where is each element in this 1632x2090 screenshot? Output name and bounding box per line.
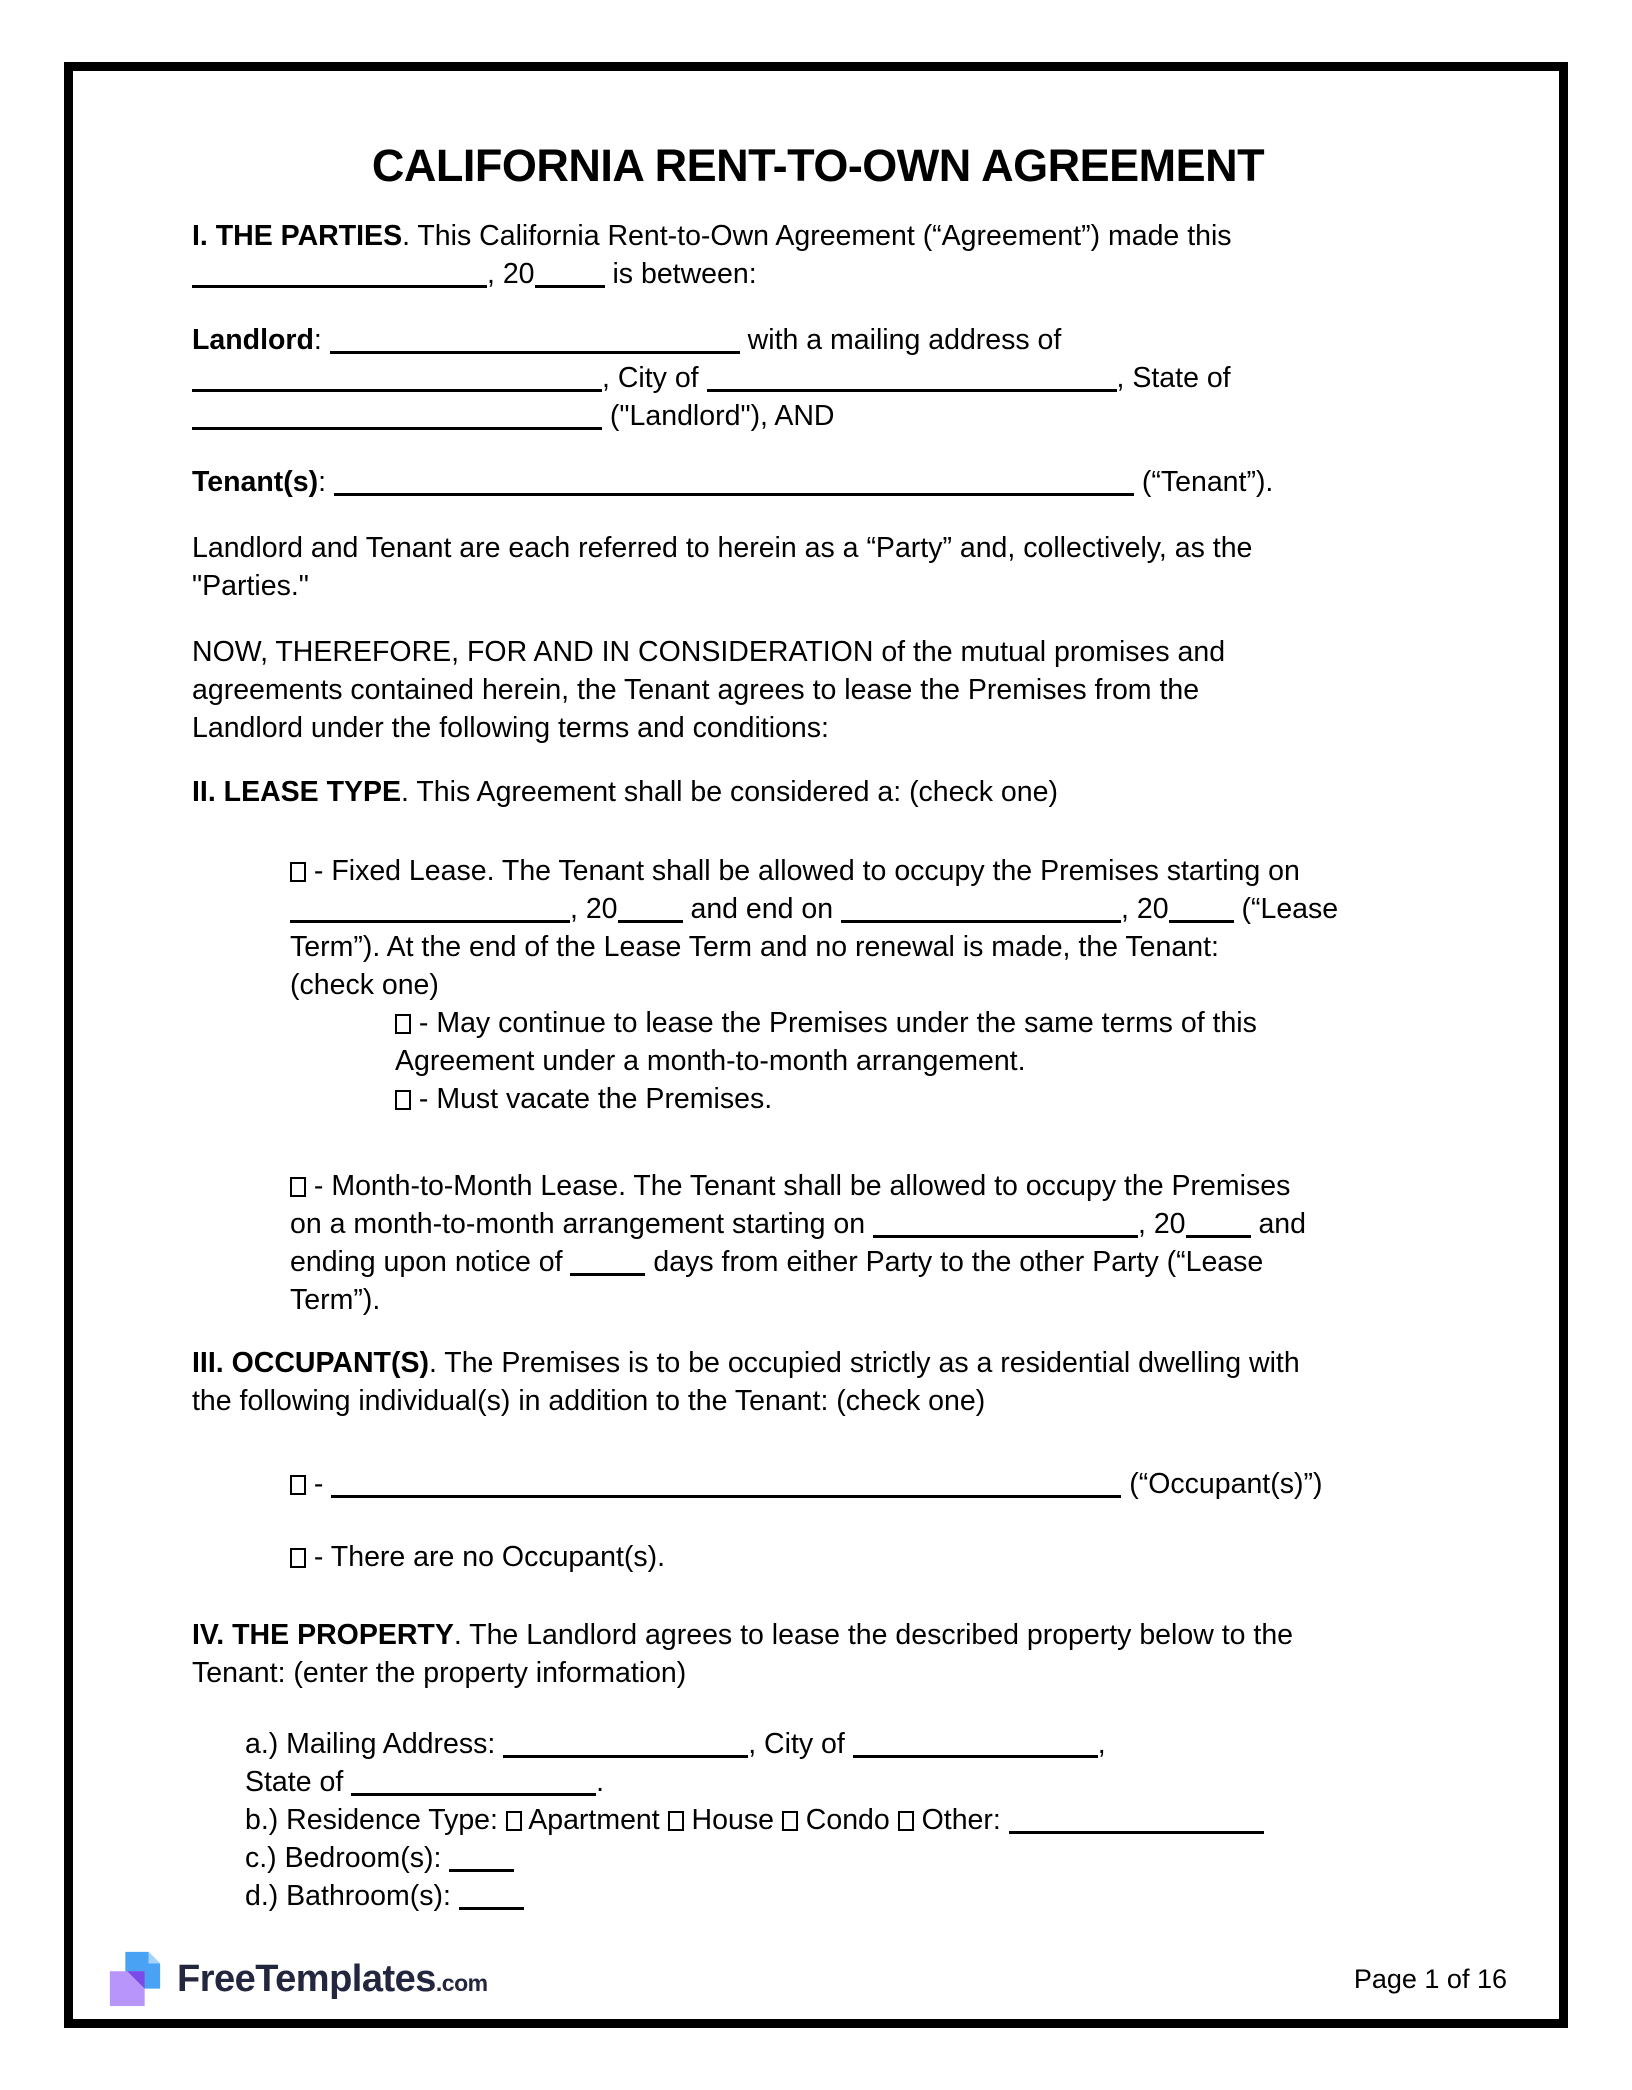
- body-text: . The Premises is to be occupied strictly as a residential dwelling with: [428, 1347, 1300, 1379]
- body-text: b.) Residence Type:: [245, 1804, 506, 1836]
- renewal-continue-option: [395, 1004, 1444, 1080]
- m2m-notice-days-blank[interactable]: [570, 1252, 645, 1276]
- section-heading-text: I. THE PARTIES: [192, 220, 403, 252]
- body-text: (“Tenant”).: [1133, 466, 1274, 498]
- body-text: Agreement under a month-to-month arrangement.: [395, 1045, 1026, 1077]
- brand-name-text: FreeTemplates: [177, 1958, 436, 2000]
- landlord-city-blank[interactable]: [707, 368, 1117, 392]
- body-text: House: [683, 1804, 782, 1836]
- residence-apartment-checkbox[interactable]: [506, 1811, 522, 1831]
- body-text: . The Landlord agrees to lease the described property below to the: [453, 1619, 1294, 1651]
- body-text: :: [313, 324, 330, 356]
- brand-wordmark: [177, 1960, 488, 1998]
- body-text: Term”). At the end of the Lease Term and no renewal is made, the Tenant:: [290, 931, 1219, 963]
- must-vacate-checkbox[interactable]: [395, 1090, 411, 1110]
- may-continue-checkbox[interactable]: [395, 1014, 411, 1034]
- logo-blue-fold: [149, 1952, 161, 1964]
- tenant-paragraph: [192, 463, 1444, 501]
- residence-condo-checkbox[interactable]: [782, 1811, 798, 1831]
- body-text: ,: [1097, 1728, 1106, 1760]
- body-text: and: [1250, 1208, 1307, 1240]
- body-text: is between:: [604, 258, 757, 290]
- body-text: Condo: [797, 1804, 898, 1836]
- residence-other-checkbox[interactable]: [898, 1811, 914, 1831]
- bedrooms-blank[interactable]: [449, 1848, 514, 1872]
- document-body: [192, 217, 1444, 1915]
- agreement-year-blank[interactable]: [535, 264, 605, 288]
- body-text: , 20: [570, 893, 618, 925]
- section-1-parties: [192, 217, 1444, 293]
- body-text: :: [318, 466, 334, 498]
- residence-house-checkbox[interactable]: [668, 1811, 684, 1831]
- property-residence-type: [245, 1801, 1444, 1839]
- landlord-paragraph: [192, 321, 1444, 435]
- page-footer: [106, 1949, 1507, 2009]
- section-heading-text: II. LEASE TYPE: [192, 776, 402, 808]
- no-occupants-checkbox[interactable]: [290, 1548, 306, 1568]
- body-text: -: [306, 1468, 332, 1500]
- body-text: on a month-to-month arrangement starting on: [290, 1208, 873, 1240]
- body-text: , 20: [487, 258, 535, 290]
- brand-suffix-text: .com: [435, 1970, 488, 1996]
- section-heading-text: IV. THE PROPERTY: [192, 1619, 454, 1651]
- body-text: Other:: [913, 1804, 1009, 1836]
- fixed-end-date-blank[interactable]: [841, 899, 1121, 923]
- m2m-start-date-blank[interactable]: [873, 1214, 1138, 1238]
- body-text: (check one): [290, 969, 439, 1001]
- residence-other-blank[interactable]: [1009, 1810, 1264, 1834]
- body-text: (“Occupant(s)”): [1121, 1468, 1323, 1500]
- tenant-names-blank[interactable]: [334, 472, 1134, 496]
- no-occupants-option: [290, 1538, 1444, 1576]
- body-text: agreements contained herein, the Tenant agrees to lease the Premises from the: [192, 674, 1200, 706]
- body-text: with a mailing address of: [739, 324, 1062, 356]
- section-heading-text: III. OCCUPANT(S): [192, 1347, 429, 1379]
- body-text: Tenant: (enter the property information): [192, 1657, 687, 1689]
- body-text: "Parties.": [192, 570, 309, 602]
- body-text: - May continue to lease the Premises under the same terms of this: [411, 1007, 1257, 1039]
- property-bathrooms: [245, 1877, 1444, 1915]
- body-text: , 20: [1137, 1208, 1186, 1240]
- month-to-month-option: [290, 1167, 1444, 1319]
- body-text: - There are no Occupant(s).: [306, 1541, 666, 1573]
- body-text: a.) Mailing Address:: [245, 1728, 504, 1760]
- consideration-clause: [192, 633, 1444, 747]
- bathrooms-blank[interactable]: [459, 1886, 524, 1910]
- body-text: . This California Rent-to-Own Agreement (“Agreement”) made this: [402, 220, 1232, 252]
- body-text: , City of: [748, 1728, 853, 1760]
- landlord-name-blank[interactable]: [330, 330, 740, 354]
- document-page: [64, 62, 1568, 2028]
- page-number-label: Page 1 of 16: [1353, 1963, 1507, 1994]
- freetemplates-brand: [106, 1949, 488, 2009]
- property-mailing-address: [245, 1725, 1444, 1801]
- body-text: and end on: [682, 893, 842, 925]
- fixed-lease-option: [290, 852, 1444, 1004]
- body-text: State of: [245, 1766, 352, 1798]
- fixed-start-date-blank[interactable]: [290, 899, 570, 923]
- body-text: , 20: [1121, 893, 1169, 925]
- body-text: c.) Bedroom(s):: [245, 1842, 450, 1874]
- section-4-property: [192, 1616, 1444, 1692]
- body-text: Landlord under the following terms and conditions:: [192, 712, 829, 744]
- landlord-address-blank[interactable]: [192, 368, 602, 392]
- property-state-blank[interactable]: [351, 1772, 596, 1796]
- fixed-lease-checkbox[interactable]: [290, 862, 306, 882]
- body-text: ("Landlord"), AND: [602, 400, 835, 432]
- body-text: , City of: [602, 362, 707, 394]
- body-text: ending upon notice of: [290, 1246, 571, 1278]
- section-heading-text: Landlord: [192, 324, 314, 356]
- body-text: NOW, THEREFORE, FOR AND IN CONSIDERATION of the mutual promises and: [192, 636, 1226, 668]
- body-text: Landlord and Tenant are each referred to herein as a “Party” and, collectively, as the: [192, 532, 1253, 564]
- body-text: - Fixed Lease. The Tenant shall be allowed to occupy the Premises starting on: [306, 855, 1300, 887]
- occupants-named-option: [290, 1465, 1444, 1503]
- body-text: - Month-to-Month Lease. The Tenant shall be allowed to occupy the Premises: [306, 1170, 1291, 1202]
- body-text: .: [596, 1766, 605, 1798]
- renewal-vacate-option: [395, 1080, 1444, 1118]
- body-text: Term”).: [290, 1284, 381, 1316]
- freetemplates-logo-icon: [106, 1949, 164, 2009]
- body-text: the following individual(s) in addition to the Tenant: (check one): [192, 1385, 986, 1417]
- body-text: , State of: [1116, 362, 1231, 394]
- body-text: (“Lease: [1233, 893, 1339, 925]
- property-bedrooms: [245, 1839, 1444, 1877]
- month-to-month-checkbox[interactable]: [290, 1177, 306, 1197]
- section-heading-text: Tenant(s): [192, 466, 319, 498]
- agreement-date-blank[interactable]: [192, 264, 487, 288]
- document-title: CALIFORNIA RENT-TO-OWN AGREEMENT: [371, 140, 1265, 191]
- landlord-state-blank[interactable]: [192, 406, 602, 430]
- m2m-start-year-blank[interactable]: [1186, 1214, 1251, 1238]
- body-text: d.) Bathroom(s):: [245, 1880, 459, 1912]
- body-text: . This Agreement shall be considered a: (check one): [401, 776, 1058, 808]
- body-text: - Must vacate the Premises.: [411, 1083, 773, 1115]
- fixed-end-year-blank[interactable]: [1169, 899, 1234, 923]
- occupant-names-blank[interactable]: [331, 1474, 1121, 1498]
- section-3-occupants: [192, 1344, 1444, 1420]
- parties-definition: [192, 529, 1444, 605]
- property-city-blank[interactable]: [853, 1734, 1098, 1758]
- occupants-named-checkbox[interactable]: [290, 1475, 306, 1495]
- fixed-start-year-blank[interactable]: [618, 899, 683, 923]
- section-2-lease-type: [192, 773, 1444, 811]
- body-text: days from either Party to the other Party (“Lease: [645, 1246, 1264, 1278]
- property-address-blank[interactable]: [503, 1734, 748, 1758]
- body-text: Apartment: [521, 1804, 668, 1836]
